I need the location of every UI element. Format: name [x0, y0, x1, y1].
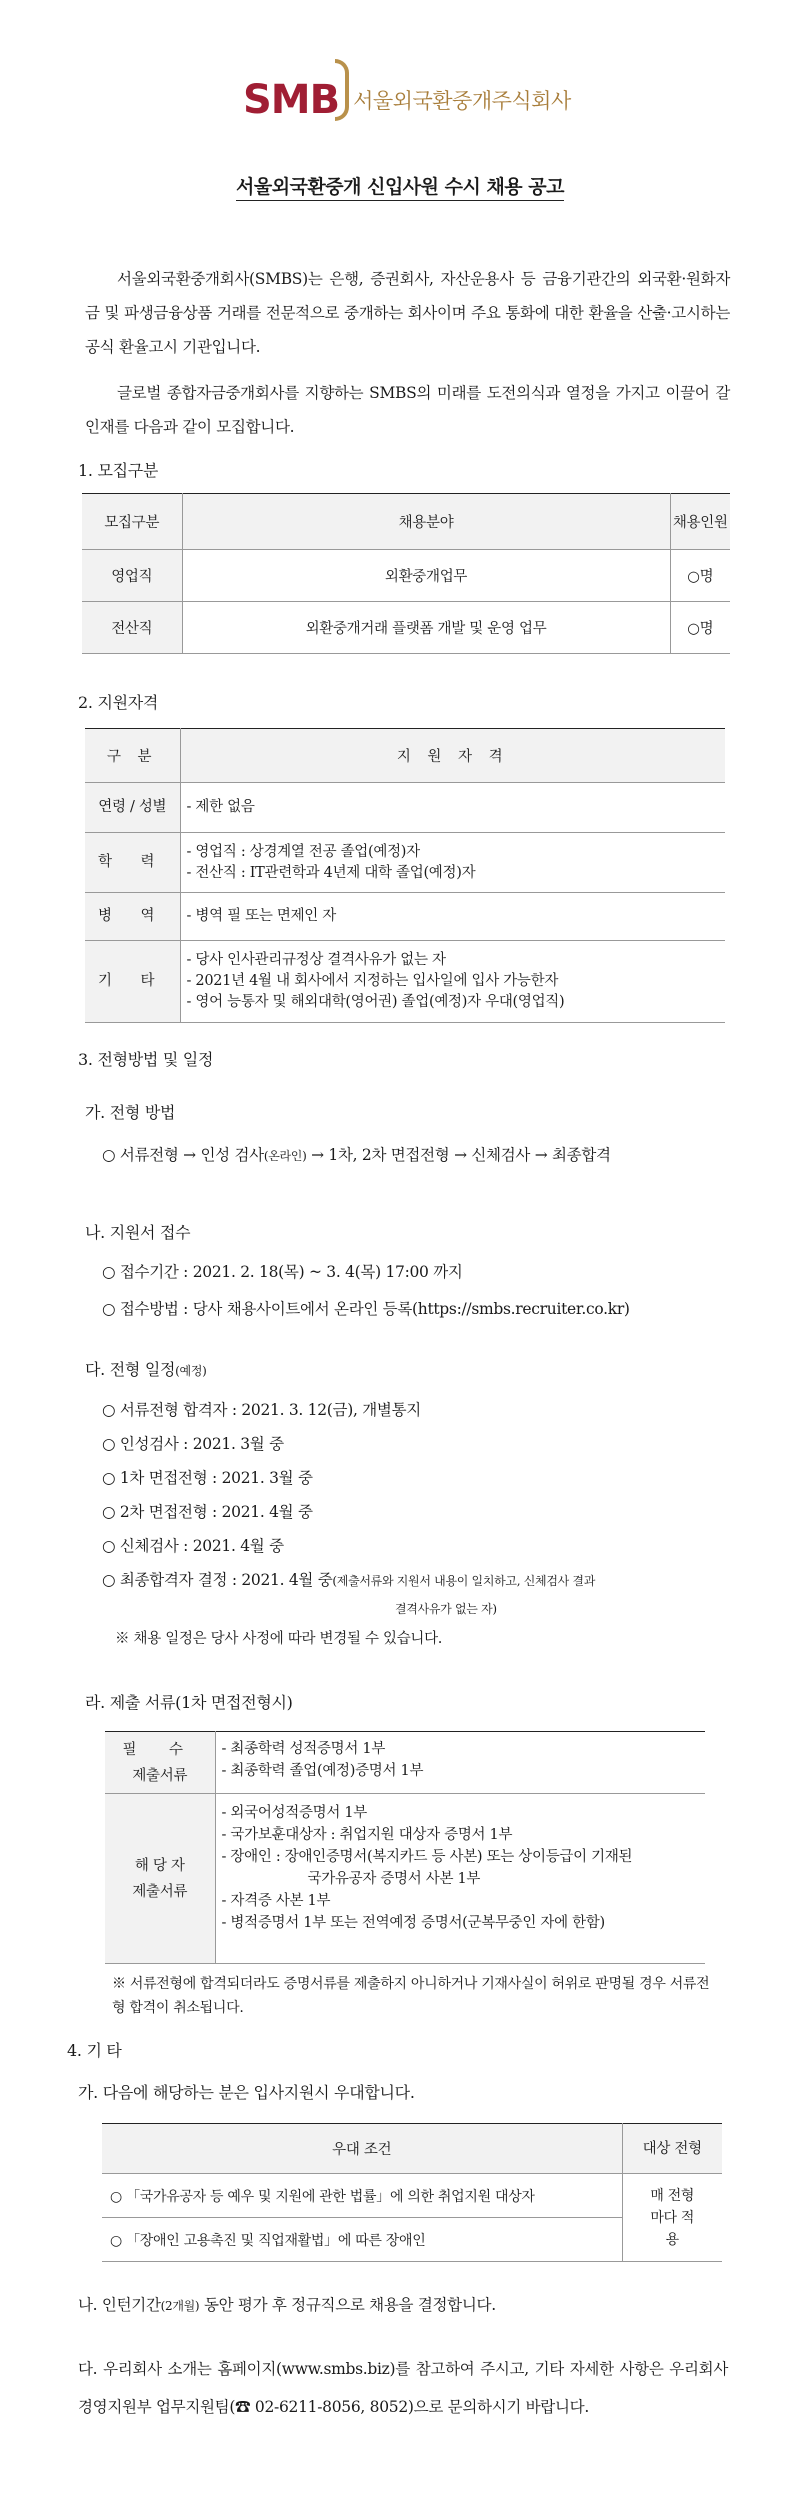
table-header: 우대 조건 [102, 2124, 622, 2174]
table-cell: - 영업직 : 상경계열 전공 졸업(예정)자 - 전산직 : IT관련학과 4년제 대학 졸업(예정)자 [180, 833, 725, 893]
schedule-item: ○ 2차 면접전형 : 2021. 4월 중 [102, 1503, 313, 1521]
table-header-row [85, 729, 725, 783]
table-cell: - 병역 필 또는 면제인 자 [180, 893, 725, 941]
preference-table [102, 2123, 722, 2262]
table-row [82, 550, 730, 602]
table-cell: 외환중개거래 플랫폼 개발 및 운영 업무 [182, 602, 670, 654]
schedule-item: ○ 신체검사 : 2021. 4월 중 [102, 1537, 284, 1555]
application-method: ○ 접수방법 : 당사 채용사이트에서 온라인 등록(https://smbs.recruiter.co.kr) [102, 1300, 630, 1318]
table-cell: 학 력 [85, 833, 180, 893]
section-3-heading: 3. 전형방법 및 일정 [78, 1050, 214, 1069]
selection-flow: ○ 서류전형 → 인성 검사(온라인) → 1차, 2차 면접전형 → 신체검사 → 최종합격 [102, 1146, 611, 1164]
table-cell: - 당사 인사관리규정상 결격사유가 없는 자 - 2021년 4월 내 회사에서 지정하는 입사일에 입사 가능한자 - 영어 능통자 및 해외대학(영어권) 졸업(예정)자 우대(영업직) [180, 941, 725, 1023]
table-header: 지 원 자 격 [180, 729, 725, 783]
table-row [85, 893, 725, 941]
documents-table [105, 1731, 705, 1964]
table-cell: 연령 / 성별 [85, 783, 180, 833]
table-header-row [82, 494, 730, 550]
subsection-3d-heading: 라. 제출 서류(1차 면접전형시) [85, 1693, 293, 1712]
table-cell: 필 수 제출서류 [105, 1732, 215, 1794]
table-cell: 기 타 [85, 941, 180, 1023]
table-row [85, 941, 725, 1023]
logo-mark: SMB [243, 77, 340, 123]
intro-paragraph-1: 서울외국환중개회사(SMBS)는 은행, 증권회사, 자산운용사 등 금융기관간의 외국환·원화자금 및 파생금융상품 거래를 전문적으로 중개하는 회사이며 주요 통화에 대한 환율을 산출·고시하는 공식 환율고시 기관입니다. [85, 270, 730, 356]
table-cell: 영업직 [82, 550, 182, 602]
subsection-3a-heading: 가. 전형 방법 [85, 1103, 176, 1122]
table-cell: 전산직 [82, 602, 182, 654]
table-header: 채용분야 [182, 494, 670, 550]
table-cell: ○명 [670, 550, 730, 602]
table-cell: - 외국어성적증명서 1부 - 국가보훈대상자 : 취업지원 대상자 증명서 1부 - 장애인 : 장애인증명서(복지카드 등 사본) 또는 상이등급이 기재된 국가유공자 증명서 사본 1부 - 자격증 사본 1부 - 병적증명서 1부 또는 전역예정 증명서(군복무중인 자에 한함) [215, 1794, 705, 1964]
table-row [105, 1794, 705, 1964]
schedule-note: ※ 채용 일정은 당사 사정에 따라 변경될 수 있습니다. [115, 1631, 443, 1647]
table-row [85, 783, 725, 833]
subsection-4a-heading: 가. 다음에 해당하는 분은 입사지원시 우대합니다. [78, 2083, 415, 2102]
section-1-heading: 1. 모집구분 [78, 461, 159, 480]
internship-note: 나. 인턴기간(2개월) 동안 평가 후 정규직으로 채용을 결정합니다. [78, 2296, 496, 2314]
table-row [85, 833, 725, 893]
table-header: 모집구분 [82, 494, 182, 550]
table-cell: ○명 [670, 602, 730, 654]
table-row [82, 602, 730, 654]
recruitment-table [82, 493, 730, 654]
application-period: ○ 접수기간 : 2021. 2. 18(목) ~ 3. 4(목) 17:00 까지 [102, 1263, 463, 1281]
table-cell: ○ 「국가유공자 등 예우 및 지원에 관한 법률」에 의한 취업지원 대상자 [102, 2174, 622, 2218]
table-cell: - 최종학력 성적증명서 1부 - 최종학력 졸업(예정)증명서 1부 [215, 1732, 705, 1794]
table-header: 구 분 [85, 729, 180, 783]
schedule-final: ○ 최종합격자 결정 : 2021. 4월 중(제출서류와 지원서 내용이 일치하고, 신체검사 결과 [102, 1571, 596, 1589]
subsection-3b-heading: 나. 지원서 접수 [85, 1223, 191, 1242]
schedule-item: ○ 1차 면접전형 : 2021. 3월 중 [102, 1469, 313, 1487]
table-cell: 매 전형마다 적용 [622, 2174, 722, 2262]
table-cell: - 제한 없음 [180, 783, 725, 833]
schedule-item: ○ 서류전형 합격자 : 2021. 3. 12(금), 개별통지 [102, 1401, 421, 1419]
table-cell: ○ 「장애인 고용촉진 및 직업재활법」에 따른 장애인 [102, 2218, 622, 2262]
table-header: 대상 전형 [622, 2124, 722, 2174]
section-2-heading: 2. 지원자격 [78, 693, 159, 712]
qualification-table [85, 728, 725, 1023]
page-title: 서울외국환중개 신입사원 수시 채용 공고 [0, 172, 800, 199]
company-logo [243, 70, 571, 130]
table-cell: 외환중개업무 [182, 550, 670, 602]
table-cell: 병 역 [85, 893, 180, 941]
table-row [102, 2174, 722, 2218]
table-header-row [102, 2124, 722, 2174]
table-row [105, 1732, 705, 1794]
documents-note: ※ 서류전형에 합격되더라도 증명서류를 제출하지 아니하거나 기재사실이 허위로 판명될 경우 서류전형 합격이 취소됩니다. [112, 1976, 710, 2016]
section-4-heading: 4. 기 타 [67, 2041, 122, 2060]
schedule-final-cont: 결격사유가 없는 자) [395, 1602, 497, 1616]
logo-ring-icon [335, 59, 349, 121]
logo-company-name: 서울외국환중개주식회사 [353, 89, 571, 113]
table-cell: 해 당 자 제출서류 [105, 1794, 215, 1964]
intro-paragraph-2: 글로벌 종합자금중개회사를 지향하는 SMBS의 미래를 도전의식과 열정을 가지고 이끌어 갈 인재를 다음과 같이 모집합니다. [85, 384, 730, 436]
contact-note: 다. 우리회사 소개는 홈페이지(www.smbs.biz)를 참고하여 주시고, 기타 자세한 사항은 우리회사 경영지원부 업무지원팀(☎ 02-6211-8056, 8052)으로 문의하시기 바랍니다. [78, 2360, 728, 2416]
subsection-3c-heading: 다. 전형 일정(예정) [85, 1360, 207, 1379]
table-header: 채용인원 [670, 494, 730, 550]
schedule-item: ○ 인성검사 : 2021. 3월 중 [102, 1435, 284, 1453]
